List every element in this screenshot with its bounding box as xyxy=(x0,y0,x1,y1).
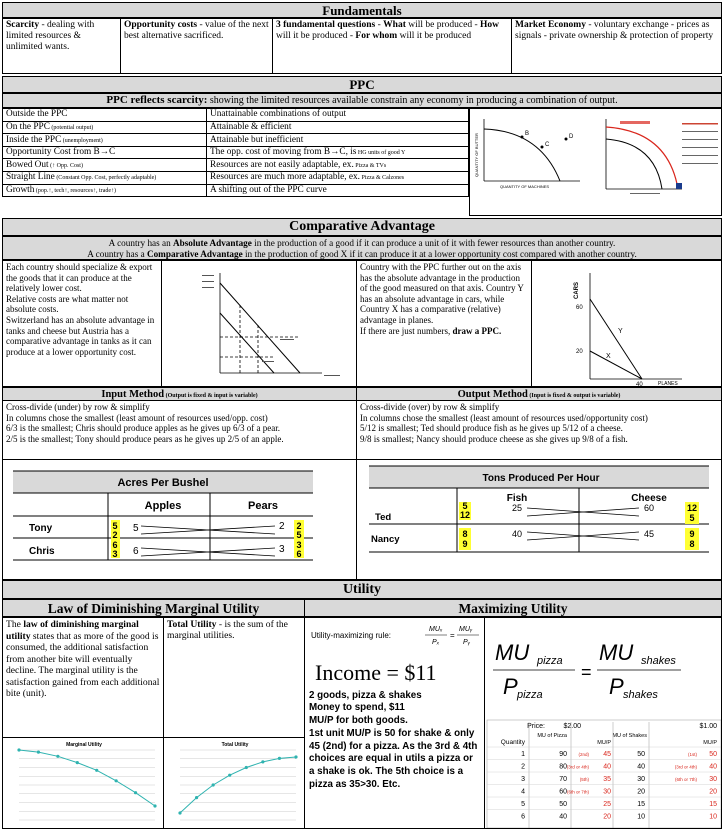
tons-hl-l-1: 12 xyxy=(459,510,471,520)
cars-tick-20: 20 xyxy=(576,349,583,355)
ppc-right-note-line1 xyxy=(682,123,718,125)
ppc-term-text: Bowed Out xyxy=(6,159,49,170)
ppc-desc-note: Pizza & TVs xyxy=(353,162,387,169)
fundamental-questions-cell xyxy=(272,18,512,74)
cell-mu-shake: 15 xyxy=(637,801,645,808)
income-label: Income = $11 xyxy=(315,660,437,686)
abs-b: Absolute Advantage xyxy=(172,238,252,248)
ldmu-text-b: law of diminishing marginal utility xyxy=(6,619,139,642)
country-x-ppc xyxy=(590,351,642,379)
comparative-header xyxy=(2,218,722,236)
header-quantity: Quantity xyxy=(500,739,525,746)
chart-point xyxy=(228,774,231,777)
tu-term: Total Utility xyxy=(167,619,217,630)
input-method-box xyxy=(2,387,357,460)
ppc-term-note: (pop.↑, tech↑, resources↑, trade↑) xyxy=(34,187,117,194)
input-method-lines xyxy=(3,401,356,445)
ppc-row xyxy=(3,121,469,134)
acres-chris-pears: 3 xyxy=(279,544,285,555)
ppc-point-b xyxy=(521,136,524,139)
ppc-desc-text: Resources are not easily adaptable, ex. xyxy=(210,159,354,170)
rule-mu-y: MUᵧ xyxy=(459,626,473,633)
ppc-row-desc xyxy=(207,171,469,184)
ppc-right-note-line3 xyxy=(682,139,718,140)
acres-hl-r-3: 6 xyxy=(296,549,302,559)
output-method-box xyxy=(356,387,722,460)
max-title-bar xyxy=(304,599,722,617)
questions-for-whom: For whom xyxy=(355,31,398,42)
ppc-row xyxy=(3,159,469,172)
rule-label: Utility-maximizing rule: xyxy=(311,631,392,640)
price-pizza: $2.00 xyxy=(563,723,581,730)
ppc-row-term xyxy=(3,171,207,184)
ppc-row-term xyxy=(3,134,207,147)
acres-row-tony: Tony xyxy=(29,523,53,534)
cell-mup-shake: 30 xyxy=(709,776,717,783)
tons-nancy-cheese: 45 xyxy=(643,529,655,539)
cell-rank-shake: (1st) xyxy=(688,752,697,757)
ppc-subtitle xyxy=(2,93,722,108)
acres-col-pears: Pears xyxy=(248,500,278,512)
method-line: 5/12 is smallest; Ted should produce fish as he gives up 5/12 of a cheese. xyxy=(360,423,623,434)
cell-mu-pizza: 50 xyxy=(559,801,567,808)
questions-sep: - xyxy=(375,20,384,30)
comparative-right-text xyxy=(356,260,532,387)
comparative-title: Comparative Advantage xyxy=(289,219,435,234)
method-line: 6/3 is the smallest; Chris should produce apples as he gives up 6/3 of a pear. xyxy=(6,423,280,434)
cell-rank-pizza: (6th or 7th) xyxy=(566,789,589,795)
planes-label: PLANES xyxy=(658,381,678,387)
tons-hl-l-2: 8 xyxy=(462,529,468,539)
cell-mu-shake: 50 xyxy=(637,751,645,758)
cell-mup-shake: 50 xyxy=(709,751,717,758)
comp-left-line-1 xyxy=(220,283,300,373)
ppc-point-d xyxy=(565,138,568,141)
chart-point xyxy=(56,755,59,758)
planes-tick-40: 40 xyxy=(636,382,643,387)
ppc-right-note-line4 xyxy=(682,147,718,148)
chart-point xyxy=(294,755,297,758)
max-line: 2 goods, pizza & shakes xyxy=(309,690,422,702)
ppc-row xyxy=(3,134,469,147)
cell-rank-shake: (6th or 7th) xyxy=(674,777,697,782)
ppc-table xyxy=(2,108,469,197)
chart-point xyxy=(178,811,181,814)
rule-p-y: Pᵧ xyxy=(463,639,471,646)
mu-ratio-formula xyxy=(485,618,722,718)
market-term: Market Economy xyxy=(515,20,586,30)
acres-col-apples: Apples xyxy=(144,500,182,512)
acres-hl-r-2: 3 xyxy=(296,540,302,550)
country-x-label: X xyxy=(606,353,611,360)
tons-hl-r-2: 9 xyxy=(689,529,695,539)
ppc-row xyxy=(3,184,469,197)
ppc-title: PPC xyxy=(349,77,375,92)
ppc-right-curve-inner xyxy=(606,139,662,189)
rule-p-x: Pₓ xyxy=(432,639,440,646)
utility-header xyxy=(2,580,722,599)
comp-left-ylabel-2 xyxy=(202,281,214,282)
comp-left-note-2 xyxy=(262,361,274,362)
ppc-graphs-svg xyxy=(470,109,722,216)
chart-point xyxy=(76,761,79,764)
tons-hl-r-0: 12 xyxy=(686,503,698,513)
formula-mu-pizza: MU xyxy=(495,640,530,665)
ppc-term-note: (potential output) xyxy=(49,124,94,131)
output-method-title: Output Method xyxy=(457,389,528,400)
price-label: Price: xyxy=(527,723,545,730)
cell-rank-pizza: (3rd or 4th) xyxy=(566,764,589,770)
comp-right-last-b: draw a PPC. xyxy=(452,325,502,336)
opportunity-cost-cell xyxy=(120,18,273,74)
utility-title: Utility xyxy=(342,582,382,597)
ppc-row-term xyxy=(3,109,207,122)
ppc-right-curve-outer xyxy=(606,127,678,189)
acres-hl-r-1: 5 xyxy=(296,530,302,540)
cell-quantity: 5 xyxy=(521,801,525,808)
chart-point xyxy=(245,766,248,769)
cell-quantity: 4 xyxy=(521,788,525,796)
chart-point xyxy=(115,779,118,782)
abs-c: in the production of a good if it can produce a unit of it with fewer resources than another country. xyxy=(251,238,616,248)
fundamentals-title: Fundamentals xyxy=(322,3,402,18)
ppc-point-c xyxy=(541,146,544,149)
questions-part3: will it be produced - xyxy=(276,31,356,42)
max-right-cell xyxy=(484,617,722,829)
scarcity-cell xyxy=(2,18,121,74)
mu-per-price-table xyxy=(485,718,722,829)
tons-row-nancy: Nancy xyxy=(371,534,400,545)
tons-table-box xyxy=(356,459,722,580)
acres-hl-l-1: 2 xyxy=(112,530,118,540)
comparative-advantage-line xyxy=(3,249,721,260)
acres-row-chris: Chris xyxy=(29,546,55,557)
tons-col-fish: Fish xyxy=(506,493,528,504)
ppc-row xyxy=(3,146,469,159)
ldmu-text-a: The xyxy=(6,619,24,630)
max-title: Maximizing Utility xyxy=(458,601,568,616)
ppc-term-text: Inside the PPC xyxy=(6,134,62,145)
total-utility-cell xyxy=(163,617,305,738)
tons-hl-l-3: 9 xyxy=(462,539,468,549)
method-line: 2/5 is the smallest; Tony should produce pears as he gives up 2/5 of an apple. xyxy=(6,433,284,444)
cars-planes-graph-svg xyxy=(532,261,722,387)
max-paragraph: 1st unit MU/P is 50 for shake & only 45 (2nd) for a pizza. As the 3rd & 4th choices are equal in utils a pizza or a shake is ok. The 5th choice is a pizza as 35>30. Etc. xyxy=(309,727,478,790)
cell-mu-pizza: 60 xyxy=(559,788,567,796)
ppc-graph-left xyxy=(474,119,580,189)
formula-mu-shakes: MU xyxy=(599,640,634,665)
ppc-row-desc xyxy=(207,134,469,147)
comp-left-xlabel xyxy=(324,375,340,376)
cell-mu-pizza: 70 xyxy=(559,776,567,783)
comp-left-line-2 xyxy=(220,313,274,373)
tu-chart-cell xyxy=(163,737,305,829)
mu-chart-cell xyxy=(2,737,164,829)
ppc-right-note-line5 xyxy=(682,155,718,156)
chart-line xyxy=(19,750,155,806)
tons-hl-r-1: 5 xyxy=(689,513,695,523)
max-lines xyxy=(305,684,484,727)
ppc-row-term xyxy=(3,146,207,159)
method-line: In columns chose the smallest (least amount of resources used/opp. cost) xyxy=(6,412,268,423)
cars-tick-60: 60 xyxy=(576,305,583,311)
acres-per-bushel-table xyxy=(3,460,357,580)
cell-mu-shake: 10 xyxy=(637,813,645,821)
ppc-desc-text: The opp. cost of moving from B→C, is xyxy=(210,147,357,158)
cell-mup-shake: 15 xyxy=(709,801,717,808)
tons-ted-cheese: 60 xyxy=(643,503,655,513)
ppc-subtitle-bold: PPC reflects scarcity: xyxy=(106,94,208,106)
cell-rank-shake: (3rd or 4th) xyxy=(674,764,697,770)
ppc-row-desc xyxy=(207,146,469,159)
comp-left-ylabel-1 xyxy=(202,275,214,276)
acres-title: Acres Per Bushel xyxy=(117,477,209,489)
cell-mup-pizza: 40 xyxy=(603,763,611,771)
header-mu-shakes: MU of Shakes xyxy=(612,733,647,739)
method-line: 9/8 is smallest; Nancy should produce cheese as she gives up 9/8 of a fish. xyxy=(360,433,628,444)
acres-chris-apples: 6 xyxy=(133,546,139,557)
abs-a: A country has an xyxy=(108,238,173,248)
questions-part4: will it be produced xyxy=(397,31,472,42)
ldmu-text-c: states that as more of the good is consumed, the additional satisfaction from another bite will eventually decline. The marginal utility is the satisfaction gained from each additional bite (unit). xyxy=(6,630,160,699)
formula-equals: = xyxy=(581,662,592,682)
ppc-row-desc xyxy=(207,159,469,172)
tons-title: Tons Produced Per Hour xyxy=(482,473,600,484)
opportunity-term: Opportunity costs xyxy=(124,20,198,30)
comp-c: in the production of good X if it can produce it at a lower opportunity cost compared with another country. xyxy=(242,249,637,260)
input-method-title-bar xyxy=(3,388,356,401)
ppc-row-term xyxy=(3,184,207,197)
tu-chart-title: Total Utility xyxy=(221,742,249,748)
max-line: Money to spend, $11 xyxy=(309,702,405,714)
chart-point xyxy=(278,757,281,760)
cell-mup-pizza: 20 xyxy=(603,813,611,821)
formula-pizza-sub: pizza xyxy=(537,655,563,667)
ppc-point-d-label: D xyxy=(569,134,574,140)
ppc-desc-text: Attainable but inefficient xyxy=(210,134,304,145)
ppc-left-xlabel: QUANTITY OF MACHINES xyxy=(500,184,550,189)
ppc-right-xlabel-line xyxy=(630,193,660,194)
acres-tony-pears: 2 xyxy=(279,521,285,532)
utility-rule-formula xyxy=(305,618,485,658)
cell-mup-shake: 20 xyxy=(709,788,717,796)
country-y-label: Y xyxy=(618,328,623,335)
ldmu-title: Law of Diminishing Marginal Utility xyxy=(47,601,260,616)
ppc-term-note: (Constant Opp. Cost, perfectly adaptable) xyxy=(54,175,157,182)
cell-mup-pizza: 25 xyxy=(603,801,611,808)
chart-point xyxy=(17,748,20,751)
comparative-definitions xyxy=(2,236,722,260)
output-method-note: (Input is fixed & output is variable) xyxy=(527,393,621,399)
tu-definition: - is the sum of the marginal utilities. xyxy=(167,619,288,642)
comp-right-para: Country with the PPC further out on the axis has the absolute advantage in the production of the good measured on that axis. Country Y has an absolute advantage in cars, while Country X has a comparative (relative) advantage in planes. xyxy=(360,262,524,326)
cell-rank-pizza: (5th) xyxy=(579,777,589,782)
mu-chart-title: Marginal Utility xyxy=(66,742,102,748)
input-method-note: (Output is fixed & input is variable) xyxy=(164,393,258,399)
cell-mu-pizza: 40 xyxy=(559,813,567,821)
ppc-right-marker xyxy=(676,183,682,189)
cell-mu-pizza: 80 xyxy=(559,763,567,771)
ppc-point-c-label: C xyxy=(545,142,550,148)
cell-mu-shake: 20 xyxy=(637,788,645,796)
cell-mu-shake: 30 xyxy=(637,776,645,783)
ppc-desc-note: Pizza & Calzones xyxy=(359,175,405,182)
acres-hl-r-0: 2 xyxy=(296,521,302,531)
comp-left-note-1 xyxy=(280,339,294,340)
chart-point xyxy=(134,791,137,794)
max-table-border xyxy=(487,720,721,828)
ppc-term-text: Opportunity Cost from B→C xyxy=(6,147,116,158)
absolute-advantage-line xyxy=(3,238,721,249)
ppc-point-b-label: B xyxy=(525,131,530,137)
comp-right-last-a: If there are just numbers, xyxy=(360,325,453,336)
acres-hl-l-3: 3 xyxy=(112,549,118,559)
output-method-lines xyxy=(357,401,721,445)
ppc-row-term xyxy=(3,159,207,172)
ppc-row-desc xyxy=(207,184,469,197)
cars-label: CARS xyxy=(574,281,580,299)
rule-mu-x: MUₓ xyxy=(429,626,443,633)
cell-quantity: 1 xyxy=(521,751,525,758)
ppc-row xyxy=(3,109,469,122)
cell-mup-pizza: 35 xyxy=(603,776,611,783)
ppc-row xyxy=(3,171,469,184)
scarcity-definition: - dealing with limited resources & unlimited wants. xyxy=(6,20,95,53)
comparative-left-graph xyxy=(161,260,357,387)
market-definition: - voluntary exchange - prices as signals - private ownership & protection of property xyxy=(515,20,714,42)
acres-table-box xyxy=(2,459,357,580)
max-line: MU/P for both goods. xyxy=(309,714,408,726)
questions-part2: will be produced - xyxy=(405,20,481,30)
formula-shakes-sub-2: shakes xyxy=(623,689,658,701)
questions-what: What xyxy=(383,20,406,30)
scarcity-term: Scarcity xyxy=(6,20,40,30)
cell-mup-pizza: 30 xyxy=(603,788,611,796)
ppc-desc-text: Attainable & efficient xyxy=(210,121,292,132)
tons-row-ted: Ted xyxy=(375,512,392,523)
ppc-desc-note: HG units of good Y xyxy=(356,150,406,157)
cell-rank-pizza: (2nd) xyxy=(578,752,589,757)
chart-point xyxy=(37,751,40,754)
opportunity-definition: - value of the next best alternative sacrificed. xyxy=(124,20,269,42)
comparative-left-text xyxy=(2,260,162,387)
ldmu-title-bar xyxy=(2,599,305,617)
ppc-graphs xyxy=(469,108,722,216)
chart-point xyxy=(153,804,156,807)
formula-pizza-sub-2: pizza xyxy=(517,689,543,701)
tons-per-hour-table xyxy=(357,460,722,580)
method-line: In columns chose the smallest (least amount of resources used/opportunity cost) xyxy=(360,412,648,423)
ldmu-text-cell xyxy=(2,617,164,738)
tons-col-cheese: Cheese xyxy=(631,493,667,504)
comp-left-paragraph: Each country should specialize & export the goods that it can produce at the relatively lower cost. xyxy=(6,262,153,294)
acres-hl-l-2: 6 xyxy=(112,540,118,550)
cell-mup-pizza: 45 xyxy=(603,751,611,758)
comp-a: A country has a xyxy=(87,249,147,260)
method-line: Cross-divide (under) by row & simplify xyxy=(6,402,150,412)
formula-p-shakes: P xyxy=(609,674,624,699)
cell-quantity: 6 xyxy=(521,813,525,821)
chart-point xyxy=(212,783,215,786)
chart-point xyxy=(261,760,264,763)
header-mu-pizza: MU of Pizza xyxy=(537,733,567,739)
formula-p-pizza: P xyxy=(503,674,518,699)
input-method-title: Input Method xyxy=(101,389,165,400)
comp-b: Comparative Advantage xyxy=(146,249,243,260)
chart-point xyxy=(95,769,98,772)
cell-quantity: 2 xyxy=(521,763,525,771)
acres-hl-l-0: 5 xyxy=(112,521,118,531)
ppc-term-text: On the PPC xyxy=(6,121,50,132)
ppc-term-text: Straight Line xyxy=(6,172,55,183)
ppc-desc-text: A shifting out of the PPC curve xyxy=(210,184,327,195)
comp-left-paragraph: Relative costs are what matter not absolute costs. xyxy=(6,293,129,315)
ppc-right-note-line6 xyxy=(682,163,718,164)
ppc-right-note-line2 xyxy=(682,131,718,132)
chart-point xyxy=(195,796,198,799)
comparative-right-graph xyxy=(531,260,722,387)
method-line: Cross-divide (over) by row & simplify xyxy=(360,402,500,412)
tons-hl-l-0: 5 xyxy=(462,501,468,511)
marginal-utility-chart xyxy=(3,738,164,829)
price-shakes: $1.00 xyxy=(699,723,717,730)
cell-mup-shake: 40 xyxy=(709,763,717,771)
ppc-right-note-red xyxy=(620,121,650,124)
fundamentals-header xyxy=(2,2,722,18)
comp-left-paragraph: Switzerland has an absolute advantage in tanks and cheese but Austria has a comparative advantage in tanks as it can produce at a lower opportunity cost. xyxy=(6,315,155,357)
questions-term: 3 fundamental questions xyxy=(276,20,376,30)
ppc-term-note: (unemployment) xyxy=(61,137,103,144)
ppc-graph-right xyxy=(606,119,718,194)
formula-shakes-sub: shakes xyxy=(641,655,676,667)
ppc-desc-text: Unattainable combinations of output xyxy=(210,109,347,120)
ppc-term-text: Growth xyxy=(6,184,35,195)
country-y-ppc xyxy=(590,299,642,379)
tons-hl-r-3: 8 xyxy=(689,539,695,549)
cell-quantity: 3 xyxy=(521,776,525,783)
ppc-left-ylabel: QUANTITY OF BUTTER xyxy=(474,133,479,177)
market-economy-cell xyxy=(511,18,722,74)
total-utility-chart xyxy=(164,738,305,829)
cell-mup-shake: 10 xyxy=(709,813,717,821)
ppc-header xyxy=(2,76,722,93)
ppc-row-desc xyxy=(207,109,469,122)
questions-how: How xyxy=(480,20,500,30)
comparative-left-graph-svg xyxy=(162,261,357,387)
output-method-title-bar xyxy=(357,388,721,401)
cell-mu-shake: 40 xyxy=(637,763,645,771)
acres-tony-apples: 5 xyxy=(133,523,139,534)
ppc-row-term xyxy=(3,121,207,134)
tons-ted-fish: 25 xyxy=(511,503,523,513)
ppc-subtitle-rest: showing the limited resources available constrain any economy in producing a combination of output. xyxy=(207,95,618,106)
comp-left-ylabel-3 xyxy=(202,287,214,288)
rule-equals: = xyxy=(450,631,455,640)
header-mup-pizza: MU/P xyxy=(597,740,611,746)
ppc-term-text: Outside the PPC xyxy=(6,109,68,120)
tons-nancy-fish: 40 xyxy=(511,529,523,539)
ppc-term-note: (↑ Opp. Cost) xyxy=(48,162,83,169)
ppc-desc-text: Resources are much more adaptable, ex. xyxy=(210,172,360,183)
cell-mu-pizza: 90 xyxy=(559,751,567,758)
ppc-row-desc xyxy=(207,121,469,134)
max-left-cell xyxy=(304,617,485,829)
header-mup-shakes: MU/P xyxy=(703,740,717,746)
